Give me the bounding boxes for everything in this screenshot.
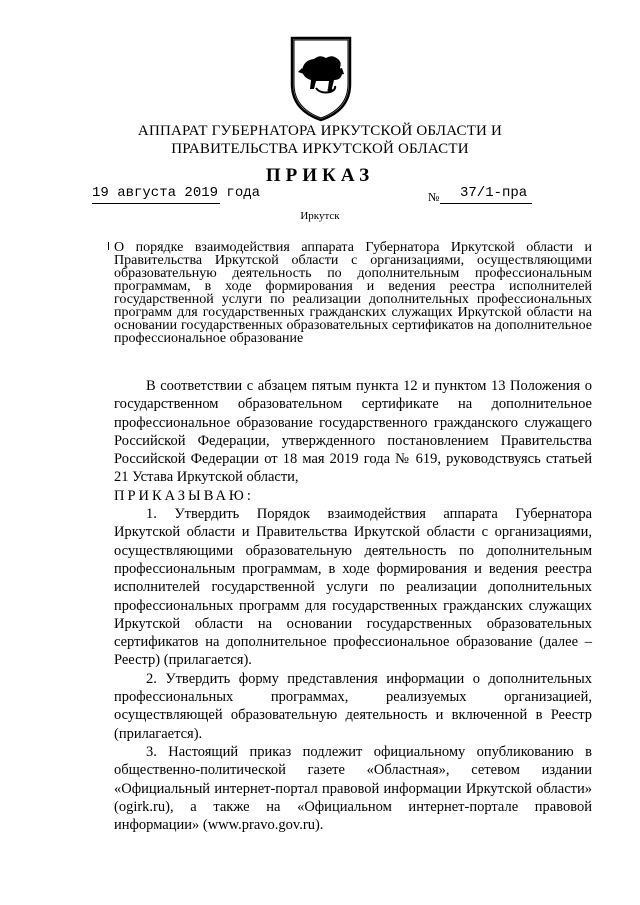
organization-name-line2: ПРАВИТЕЛЬСТВА ИРКУТСКОЙ ОБЛАСТИ	[171, 141, 469, 157]
document-date: 19 августа 2019 года	[92, 185, 261, 201]
number-underline	[440, 203, 532, 204]
date-underline	[92, 203, 220, 204]
subject-corner-mark	[108, 242, 109, 250]
document-subject: О порядке взаимодействия аппарата Губернатора Иркутской области и Правительства Иркутской области с организациями, осуществляющими образовательную деятельность по дополнительным профессиональным программам, в ходе формирования и ведения реестра исполнителей государственной услуги по реализации дополнительных профессиональных программ для государственных гражданских служащих Иркутской области на основании государственных образовательных сертификатов на дополнительное профессиональное образование	[114, 240, 592, 346]
item-1-paragraph: 1. Утвердить Порядок взаимодействия аппарата Губернатора Иркутской области и Правительства Иркутской области с организациями, осуществляющими образовательную деятельность по дополнительным профессиональным программам, в ходе формирования и ведения реестра исполнителей государственной услуги по реализации дополнительных профессиональных программ для государственных гражданских служащих Иркутской области на основании государственных образовательных сертификатов на дополнительное профессиональное образование (далее – Реестр) (прилагается).	[114, 506, 592, 669]
organization-name-line1: АППАРАТ ГУБЕРНАТОРА ИРКУТСКОЙ ОБЛАСТИ И	[137, 123, 503, 139]
intro-paragraph: В соответствии с абзацем пятым пункта 12 и пунктом 13 Положения о государственном образовательном сертификате на дополнительное профессиональное образование государственного гражданского служащего Российской Федерации, утвержденного постановлением Правительства Российской Федерации от 18 мая 2019 года № 619, руководствуясь статьей 21 Устава Иркутской области,	[114, 378, 592, 486]
order-word: ПРИКАЗЫВАЮ:	[114, 487, 254, 504]
coat-of-arms-icon	[286, 32, 356, 124]
number-label: №	[428, 190, 440, 204]
item-2-paragraph: 2. Утвердить форму представления информации о дополнительных профессиональных программах, реализуемых организацией, осуществляющей образовательную деятельность и включенной в Реестр (прилагается).	[114, 670, 592, 742]
document-number: 37/1-пра	[460, 185, 528, 201]
document-type-title: ПРИКАЗ	[265, 165, 375, 186]
item-3-paragraph: 3. Настоящий приказ подлежит официальному опубликованию в общественно-политической газете «Областная», сетевом издании «Официальный интернет-портал правовой информации Иркутской области» (ogirk.ru), а также на «Официальном интернет-портале правовой информации» (www.pravo.gov.ru).	[114, 743, 592, 834]
document-body	[114, 377, 592, 834]
city-name: Иркутск	[300, 210, 340, 222]
